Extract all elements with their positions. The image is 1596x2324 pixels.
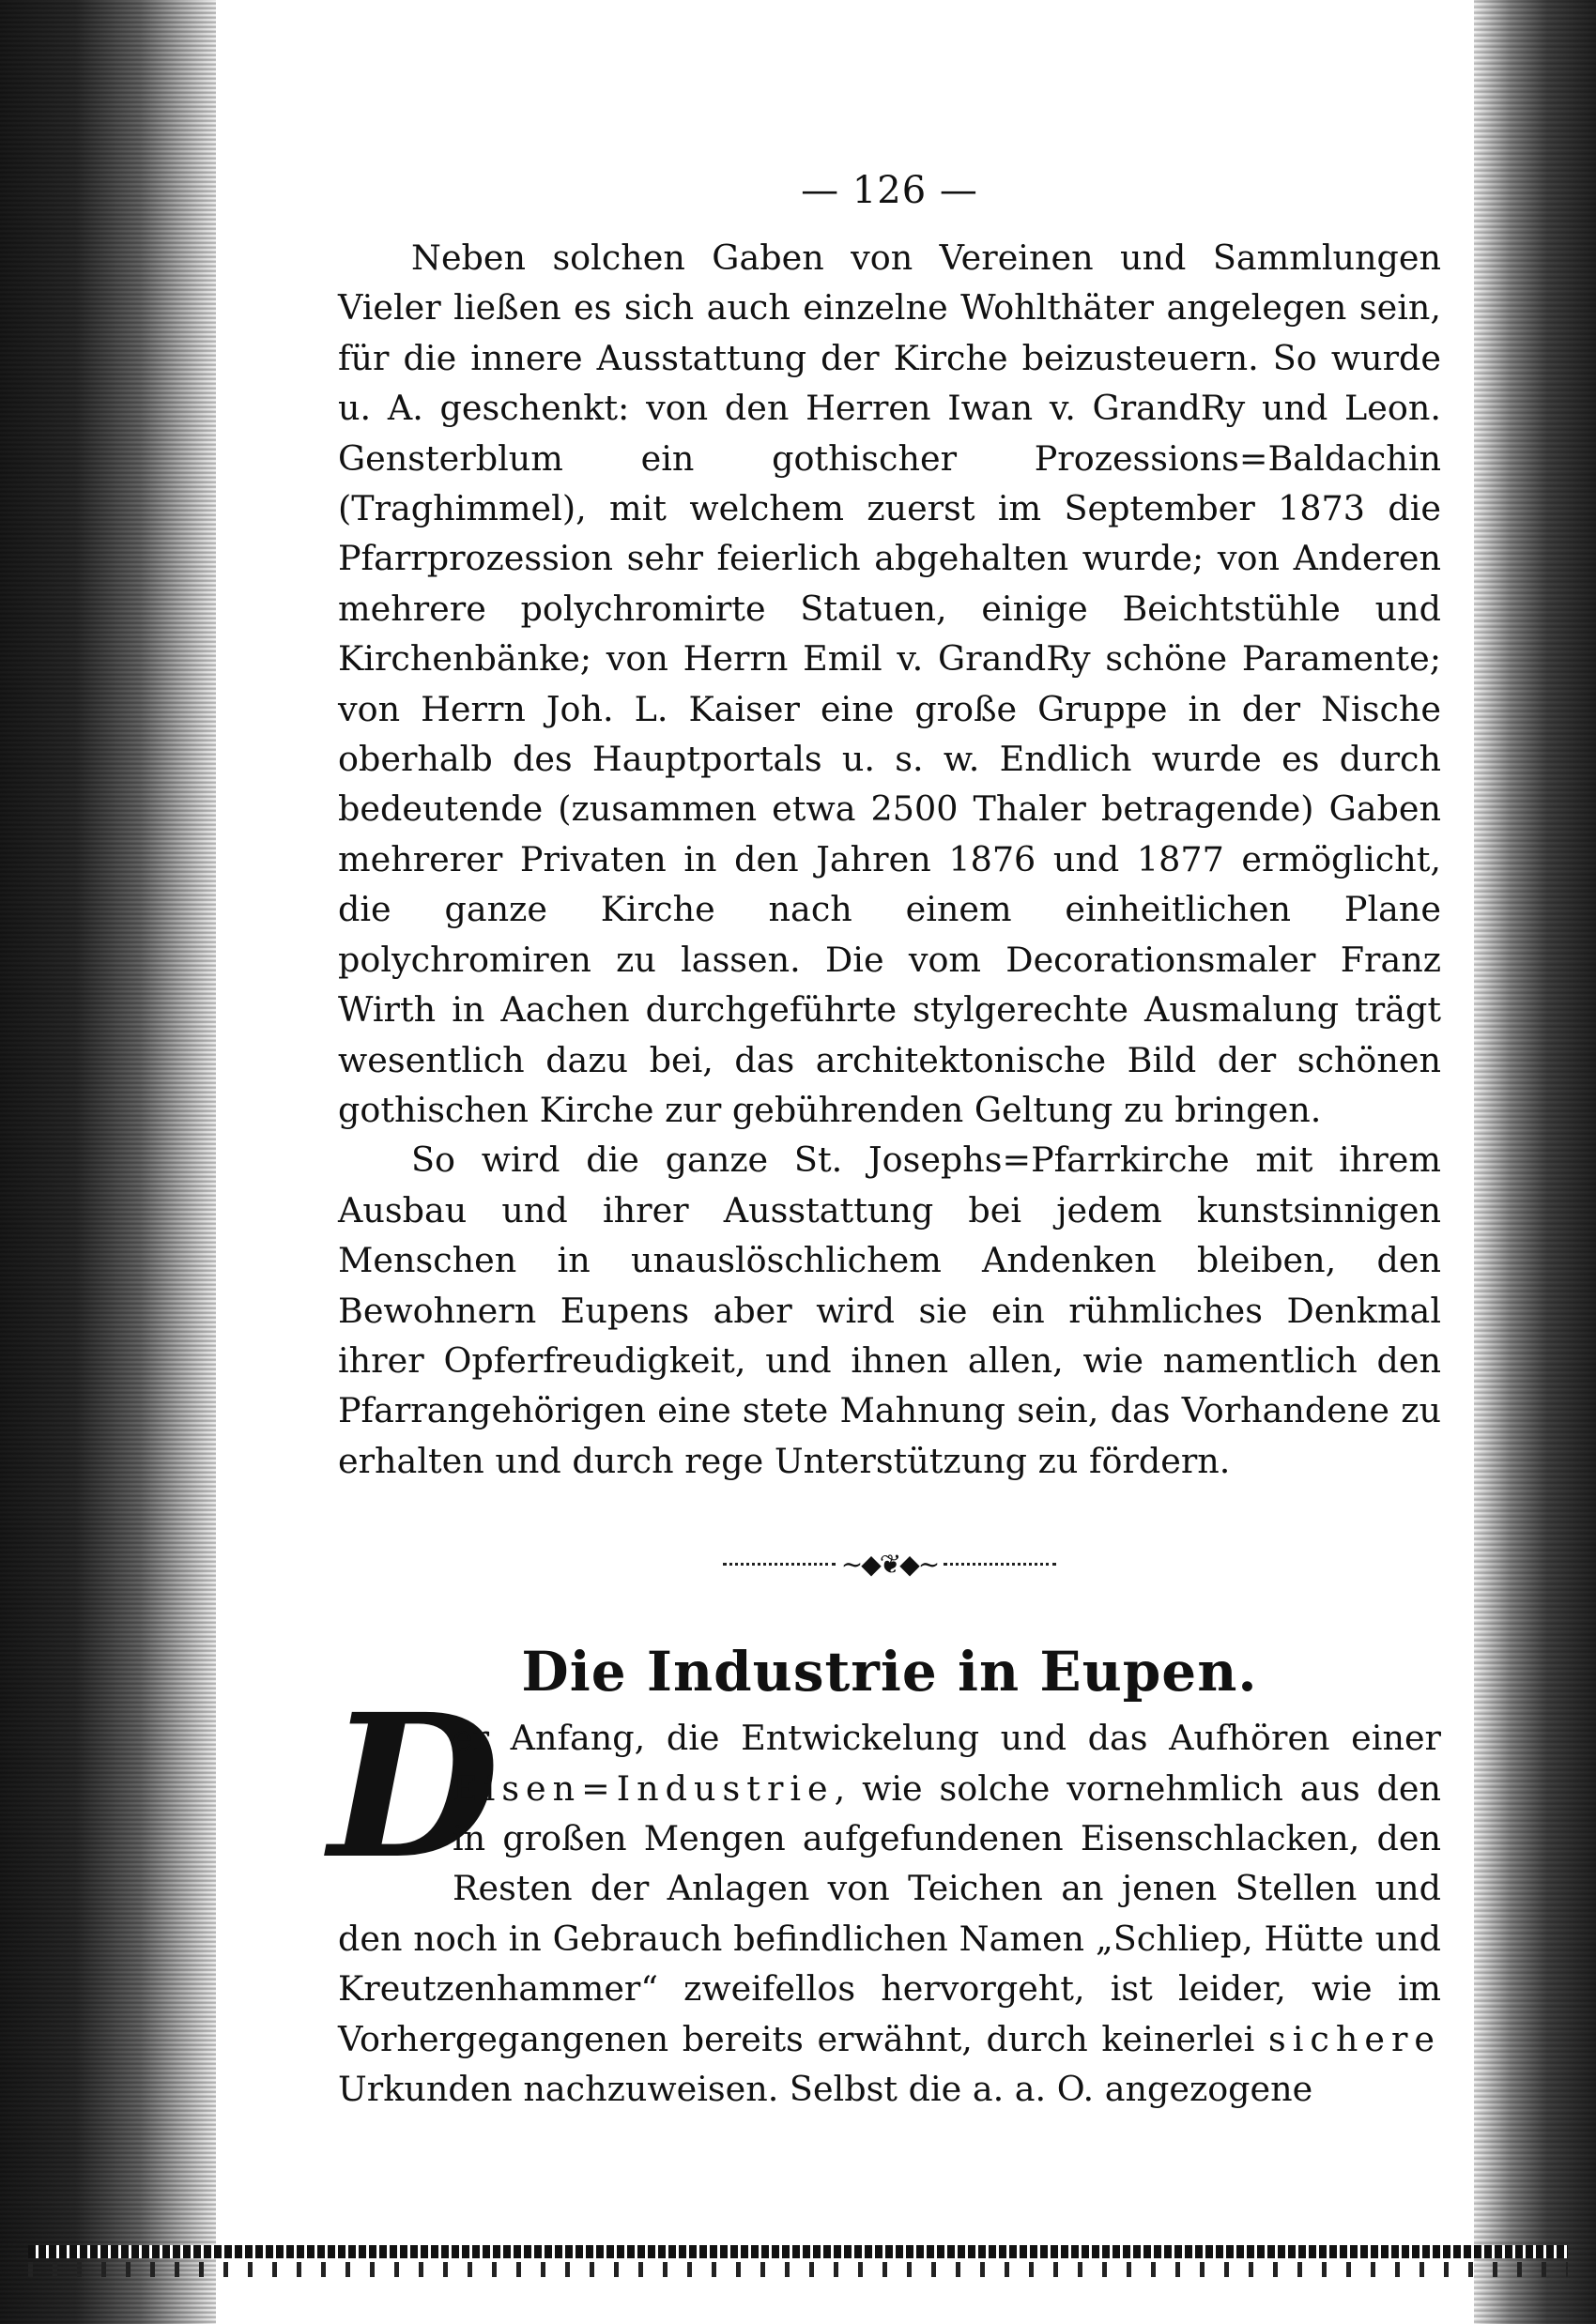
section-divider-ornament — [338, 1550, 1441, 1578]
divider-dots-left — [723, 1563, 836, 1566]
scan-shadow-left — [0, 0, 216, 2324]
flourish-icon: ~◆❦◆~ — [840, 1548, 939, 1580]
bottom-border-rule — [28, 2245, 1568, 2258]
paragraph-conclusion: So wird die ganze St. Josephs=Pfarrkirche mit ihrem Ausbau und ihrer Ausstattung bei jedem kunstsinnigen Menschen in unauslöschlichem Andenken bleiben, den Bewohnern Eupens aber wird sie ein rühmliches Denkmal ihrer Opferfreudigkeit, und ihnen allen, wie namentlich den Pfarrangehörigen eine stete Mahnung sein, das Vorhandene zu erhalten und durch rege Unterstützung zu fördern. — [338, 1139, 1441, 1481]
divider-dots-right — [944, 1563, 1056, 1566]
bottom-border-ticks — [28, 2262, 1568, 2277]
intro-spaced-1: Eisen=Industrie — [453, 1767, 835, 1809]
intro-text-3: Urkunden nachzuweisen. Selbst die a. a. O. angezogene — [338, 2069, 1313, 2109]
intro-text-2: , wie solche vornehmlich aus den in großen Mengen aufgefundenen Eisenschlacken, den Resten der Anlagen von Teichen an jenen Stellen und den noch in Gebrauch befindlichen Namen „Schliep, Hütte und Kreutzenhammer“ zweifellos hervorgeht, ist leider, wie im Vorhergegangenen bereits erwähnt, durch keinerlei — [338, 1767, 1441, 2059]
section-title: Die Industrie in Eupen. — [521, 1640, 1258, 1705]
intro-text-1: er Anfang, die Entwickelung und das Aufhören einer — [453, 1718, 1441, 1759]
scan-shadow-right — [1474, 0, 1596, 2324]
paragraph-donations: Neben solchen Gaben von Vereinen und Sammlungen Vieler ließen es sich auch einzelne Wohlthäter angelegen sein, für die innere Ausstattung der Kirche beizusteuern. So wurde u. A. geschenkt: von den Herren Iwan v. GrandRy und Leon. Gensterblum ein gothischer Prozessions=Baldachin (Traghimmel), mit welchem zuerst im September 1873 die Pfarrprozession sehr feierlich abgehalten wurde; von Anderen mehrere polychromirte Statuen, einige Beichtstühle und Kirchenbänke; von Herrn Emil v. GrandRy schöne Paramente; von Herrn Joh. L. Kaiser eine große Gruppe in der Nische oberhalb des Hauptportals u. s. w. Endlich wurde es durch bedeutende (zusammen etwa 2500 Thaler betragende) Gaben mehrerer Privaten in den Jahren 1876 und 1877 ermöglicht, die ganze Kirche nach einem einheitlichen Plane polychromiren zu lassen. Die vom Decorationsmaler Franz Wirth in Aachen durchgeführte stylgerechte Ausmalung trägt wesentlich dazu bei, das architektonische Bild der schönen gothischen Kirche zur gebührenden Geltung zu bringen. — [338, 237, 1441, 1130]
intro-spaced-2: sichere — [1267, 2018, 1441, 2059]
dropcap-initial: D — [329, 1671, 500, 1904]
page-content — [329, 169, 1441, 2114]
page-number: — 126 — — [801, 169, 978, 212]
